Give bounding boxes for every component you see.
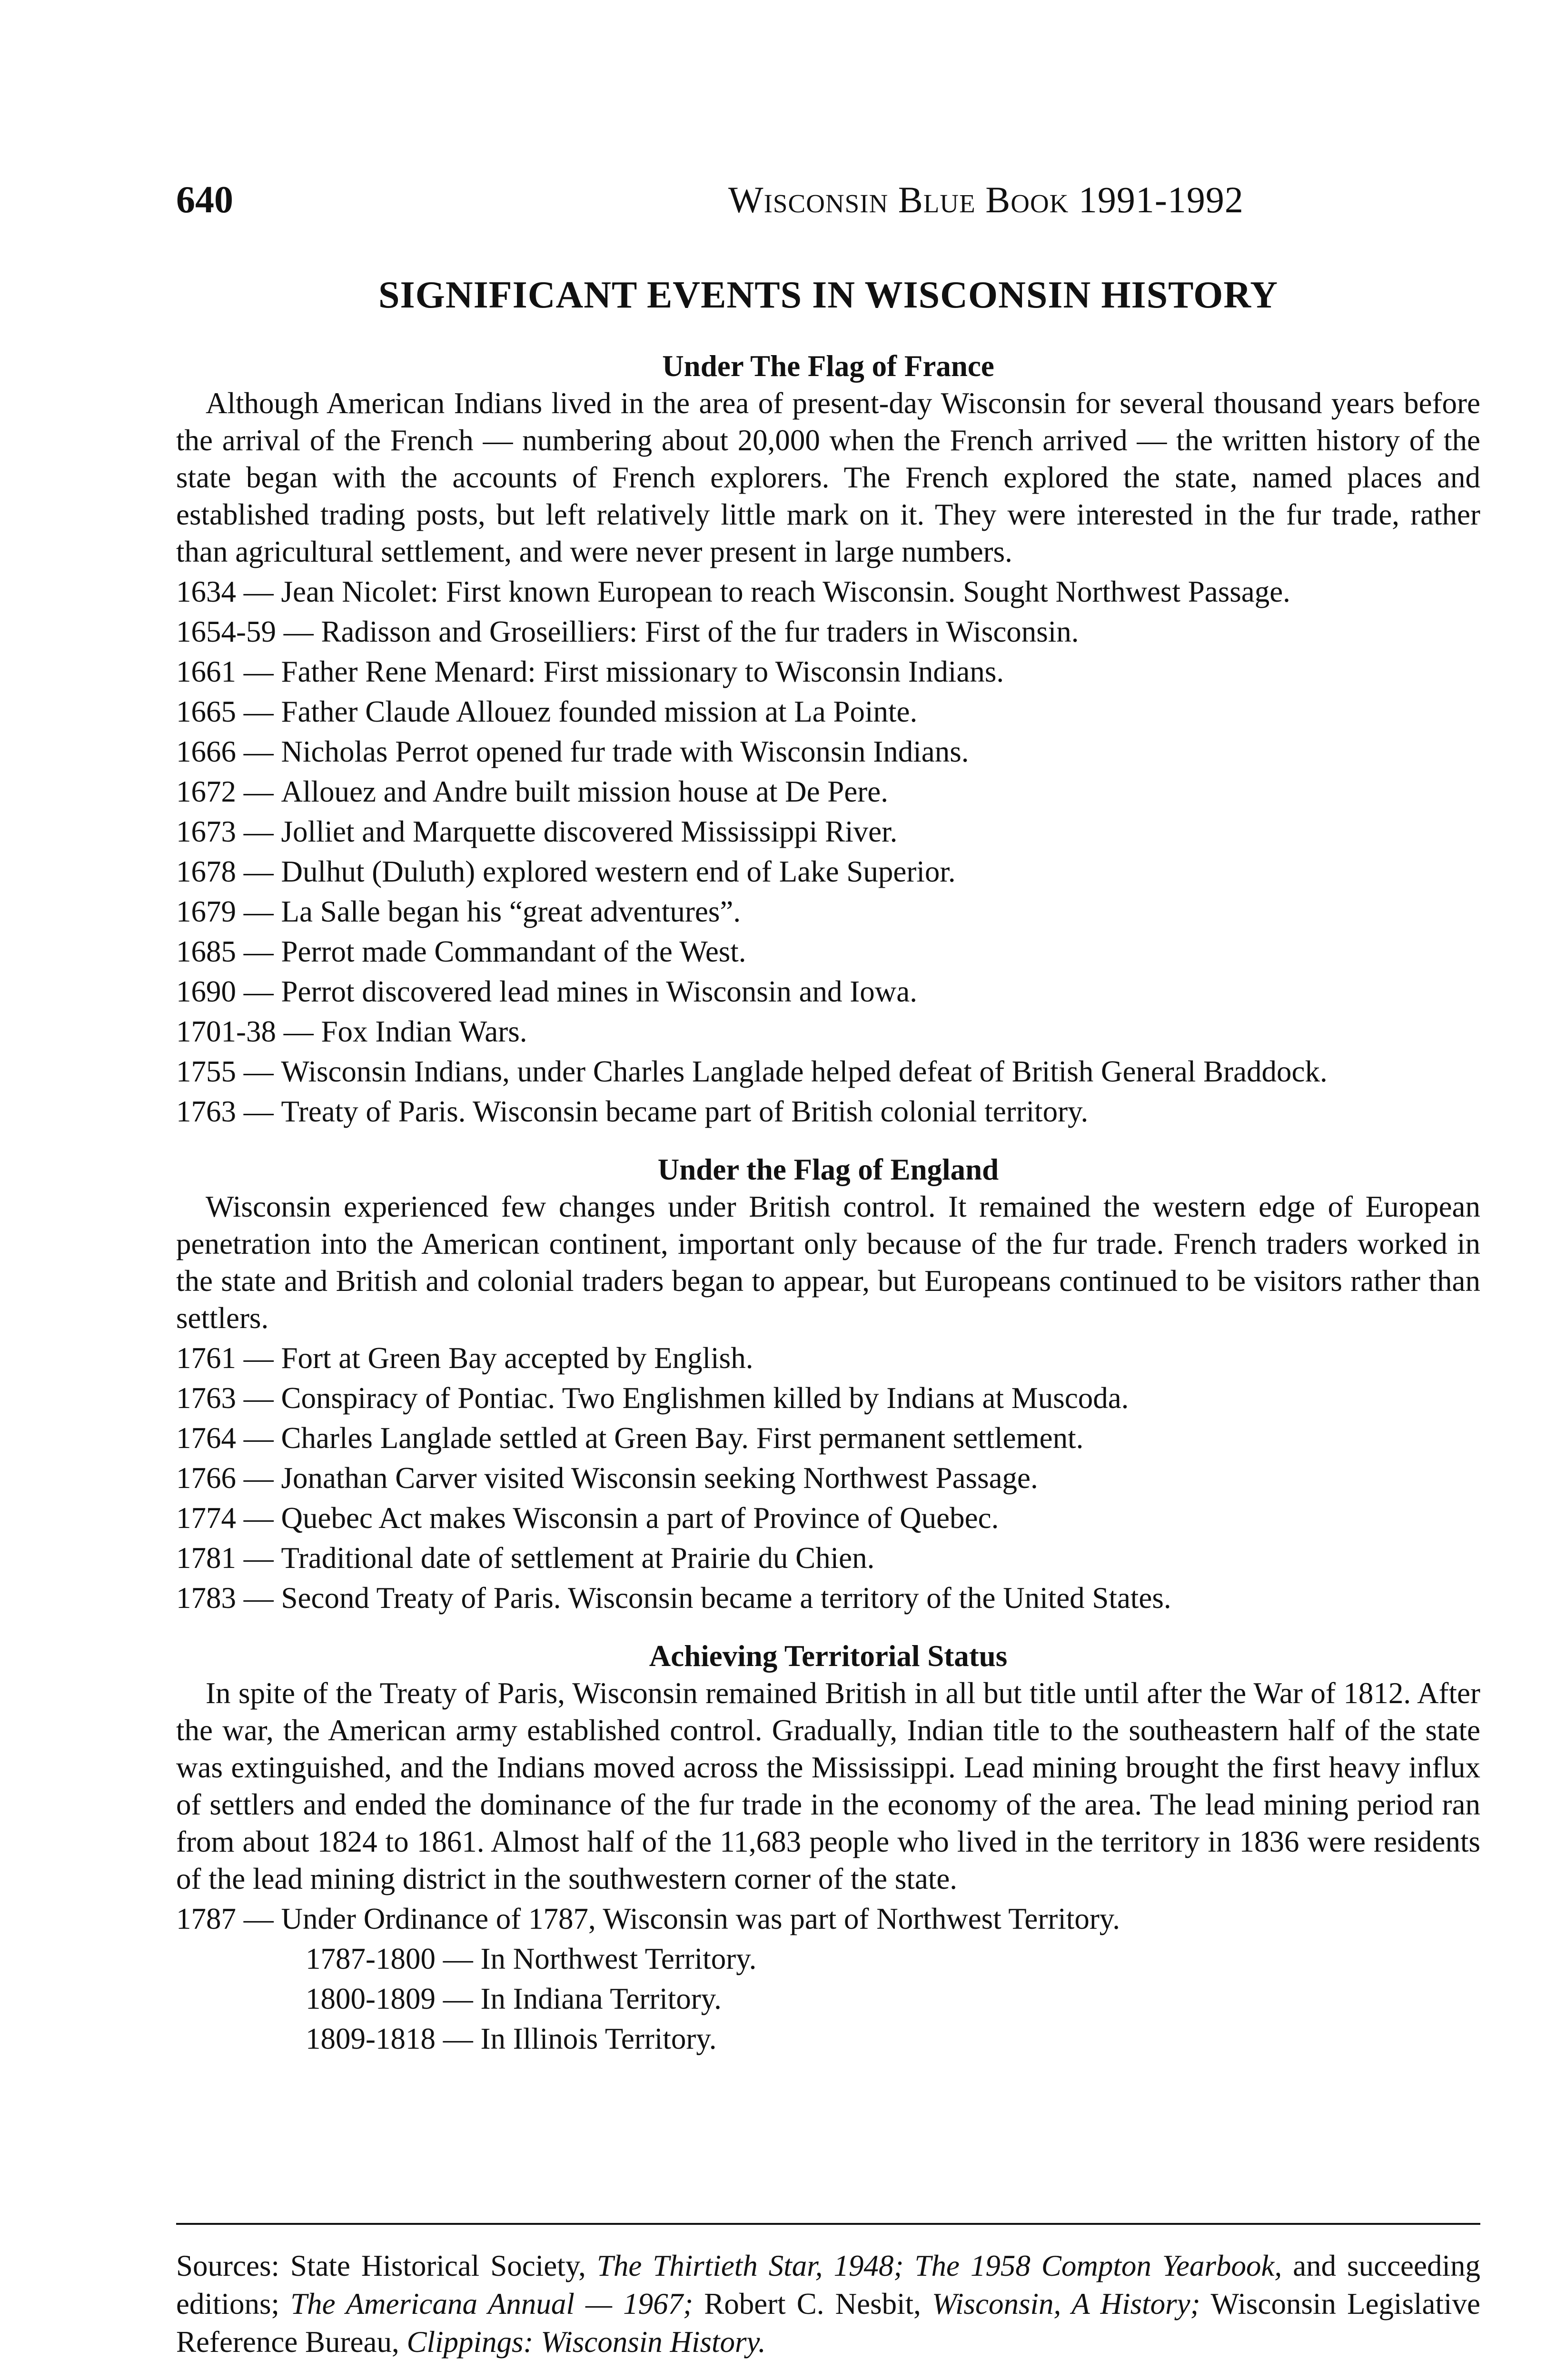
event-text: Second Treaty of Paris. Wisconsin became a territory of the United States. (281, 1581, 1171, 1615)
sources-text: Wisconsin Legislative Reference Bureau, (176, 2287, 1480, 2359)
event-date: 1673 (176, 815, 236, 848)
event-text: Fort at Green Bay accepted by English. (281, 1341, 753, 1375)
event-dash: — (236, 1902, 281, 1935)
event-row (176, 573, 1480, 610)
event-date: 1764 (176, 1421, 236, 1455)
event-row (176, 1900, 1480, 1937)
event-text: Perrot made Commandant of the West. (281, 935, 746, 968)
event-row (176, 1459, 1480, 1497)
event-dash: — (435, 1942, 481, 1975)
running-head (728, 176, 1244, 224)
page-title: SIGNIFICANT EVENTS IN WISCONSIN HISTORY (378, 274, 1278, 316)
event-row (176, 1419, 1480, 1457)
event-dash: — (236, 735, 281, 768)
event-row (176, 1093, 1480, 1130)
event-row (176, 1379, 1480, 1417)
section-intro: Wisconsin experienced few changes under British control. It remained the western edge of European penetration into the American continent, important only because of the fur trade. French traders worked in the state and British and colonial traders began to appear, but Europeans continued to be visitors rather than settlers. (176, 1190, 1480, 1335)
event-date: 1781 (176, 1541, 236, 1575)
event-date: 1755 (176, 1055, 236, 1088)
event-date: 1774 (176, 1501, 236, 1535)
footnote-divider (176, 2223, 1480, 2225)
page-header (176, 176, 1480, 224)
event-text: Allouez and Andre built mission house at De Pere. (281, 775, 889, 808)
event-dash: — (435, 2022, 481, 2055)
sub-event-row (306, 1980, 1480, 2017)
section-intro: In spite of the Treaty of Paris, Wisconsin remained British in all but title until after the War of 1812. After the war, the American army established control. Gradually, Indian title to the southeastern half of the state was extinguished, and the Indians moved across the Mississippi. Lead mining brought the first heavy influx of settlers and ended the dominance of the fur trade in the economy of the area. The lead mining period ran from about 1824 to 1861. Almost half of the 11,683 people who lived in the territory in 1836 were residents of the lead mining district in the southwestern corner of the state. (176, 1676, 1480, 1895)
event-date: 1672 (176, 775, 236, 808)
event-text: Radisson and Groseilliers: First of the fur traders in Wisconsin. (321, 615, 1079, 648)
event-list (176, 1339, 1480, 1616)
event-dash: — (236, 1501, 281, 1535)
sub-event-row (306, 1940, 1480, 1977)
event-row (176, 733, 1480, 770)
event-date: 1665 (176, 695, 236, 728)
event-date: 1763 (176, 1095, 236, 1128)
event-row (176, 1339, 1480, 1377)
event-row (176, 773, 1480, 810)
sub-event-date: 1809-1818 (306, 2022, 436, 2055)
event-text: Traditional date of settlement at Prairie du Chien. (281, 1541, 875, 1575)
event-dash: — (236, 1055, 281, 1088)
event-row (176, 1053, 1480, 1090)
sub-event-text: In Indiana Territory. (480, 1982, 722, 2015)
event-list (176, 1900, 1480, 1937)
event-dash: — (236, 1581, 281, 1615)
event-text: Father Claude Allouez founded mission at La Pointe. (281, 695, 918, 728)
event-text: Dulhut (Duluth) explored western end of Lake Superior. (281, 855, 956, 888)
book-title: Wisconsin Blue Book (728, 179, 1069, 220)
section-heading: Achieving Territorial Status (649, 1639, 1008, 1673)
event-row (176, 1539, 1480, 1577)
event-row (176, 893, 1480, 930)
event-dash: — (236, 695, 281, 728)
event-dash: — (236, 1381, 281, 1415)
event-text: La Salle began his “great adventures”. (281, 895, 741, 928)
sub-event-date: 1787-1800 (306, 1942, 436, 1975)
event-dash: — (276, 615, 321, 648)
event-date: 1690 (176, 975, 236, 1008)
event-date: 1654-59 (176, 615, 276, 648)
event-row (176, 933, 1480, 970)
event-text: Perrot discovered lead mines in Wisconsin and Iowa. (281, 975, 917, 1008)
event-row (176, 813, 1480, 850)
section-heading: Under the Flag of England (657, 1153, 999, 1186)
event-date: 1787 (176, 1902, 236, 1935)
event-date: 1783 (176, 1581, 236, 1615)
event-text: Jean Nicolet: First known European to reach Wisconsin. Sought Northwest Passage. (281, 575, 1290, 608)
event-dash: — (236, 1095, 281, 1128)
event-row (176, 1499, 1480, 1537)
document-body (176, 347, 1480, 2057)
event-dash: — (236, 815, 281, 848)
event-date: 1761 (176, 1341, 236, 1375)
event-dash: — (435, 1982, 481, 2015)
sources-text: and succeeding editions; (176, 2249, 1480, 2320)
event-dash: — (236, 935, 281, 968)
event-date: 1678 (176, 855, 236, 888)
event-row (176, 973, 1480, 1010)
source-work-thirtieth-star: The Thirtieth Star, 1948; The 1958 Compton Yearbook, (596, 2249, 1282, 2282)
event-text: Wisconsin Indians, under Charles Langlade helped defeat of British General Braddock. (281, 1055, 1328, 1088)
page-number: 640 (176, 179, 233, 221)
source-work-clippings: Clippings: Wisconsin History. (406, 2325, 766, 2359)
section-england (176, 1151, 1480, 1616)
sub-event-text: In Illinois Territory. (480, 2022, 717, 2055)
event-row (176, 1579, 1480, 1616)
event-text: Treaty of Paris. Wisconsin became part of British colonial territory. (281, 1095, 1089, 1128)
event-dash: — (236, 575, 281, 608)
event-row (176, 653, 1480, 690)
sources-text: Robert C. Nesbit, (693, 2287, 932, 2320)
event-text: Father Rene Menard: First missionary to Wisconsin Indians. (281, 655, 1004, 688)
event-dash: — (236, 1421, 281, 1455)
event-dash: — (236, 855, 281, 888)
event-date: 1701-38 (176, 1015, 276, 1048)
event-date: 1766 (176, 1461, 236, 1495)
event-text: Quebec Act makes Wisconsin a part of Province of Quebec. (281, 1501, 999, 1535)
event-text: Jonathan Carver visited Wisconsin seeking Northwest Passage. (281, 1461, 1038, 1495)
sub-event-row (306, 2020, 1480, 2057)
event-text: Under Ordinance of 1787, Wisconsin was part of Northwest Territory. (281, 1902, 1120, 1935)
event-dash: — (236, 1541, 281, 1575)
event-dash: — (236, 655, 281, 688)
event-date: 1685 (176, 935, 236, 968)
event-dash: — (236, 775, 281, 808)
event-date: 1763 (176, 1381, 236, 1415)
sub-event-list (176, 1940, 1480, 2057)
event-date: 1666 (176, 735, 236, 768)
event-dash: — (236, 1341, 281, 1375)
event-text: Jolliet and Marquette discovered Mississippi River. (281, 815, 898, 848)
sub-event-text: In Northwest Territory. (480, 1942, 757, 1975)
sources-footnote (176, 2247, 1480, 2361)
source-work-wisconsin-a-history: Wisconsin, A History; (932, 2287, 1200, 2320)
sub-event-date: 1800-1809 (306, 1982, 436, 2015)
event-date: 1679 (176, 895, 236, 928)
section-france (176, 347, 1480, 1130)
event-row (176, 613, 1480, 650)
event-text: Conspiracy of Pontiac. Two Englishmen killed by Indians at Muscoda. (281, 1381, 1129, 1415)
source-work-americana-annual: The Americana Annual — 1967; (290, 2287, 694, 2320)
section-territorial-status (176, 1637, 1480, 2057)
section-heading: Under The Flag of France (662, 349, 994, 383)
event-dash: — (276, 1015, 321, 1048)
event-text: Charles Langlade settled at Green Bay. First permanent settlement. (281, 1421, 1084, 1455)
event-row (176, 693, 1480, 730)
sources-lead: Sources: State Historical Society, (176, 2249, 597, 2282)
event-text: Nicholas Perrot opened fur trade with Wisconsin Indians. (281, 735, 969, 768)
event-dash: — (236, 1461, 281, 1495)
book-year-range: 1991-1992 (1078, 179, 1244, 220)
event-dash: — (236, 975, 281, 1008)
event-row (176, 853, 1480, 890)
event-dash: — (236, 895, 281, 928)
event-text: Fox Indian Wars. (321, 1015, 527, 1048)
event-list (176, 573, 1480, 1130)
event-date: 1661 (176, 655, 236, 688)
event-date: 1634 (176, 575, 236, 608)
event-row (176, 1013, 1480, 1050)
section-intro: Although American Indians lived in the area of present-day Wisconsin for several thousand years before the arrival of the French — numbering about 20,000 when the French arrived — the written history of the state began with the accounts of French explorers. The French explored the state, named places and established trading posts, but left relatively little mark on it. They were interested in the fur trade, rather than agricultural settlement, and were never present in large numbers. (176, 387, 1480, 568)
